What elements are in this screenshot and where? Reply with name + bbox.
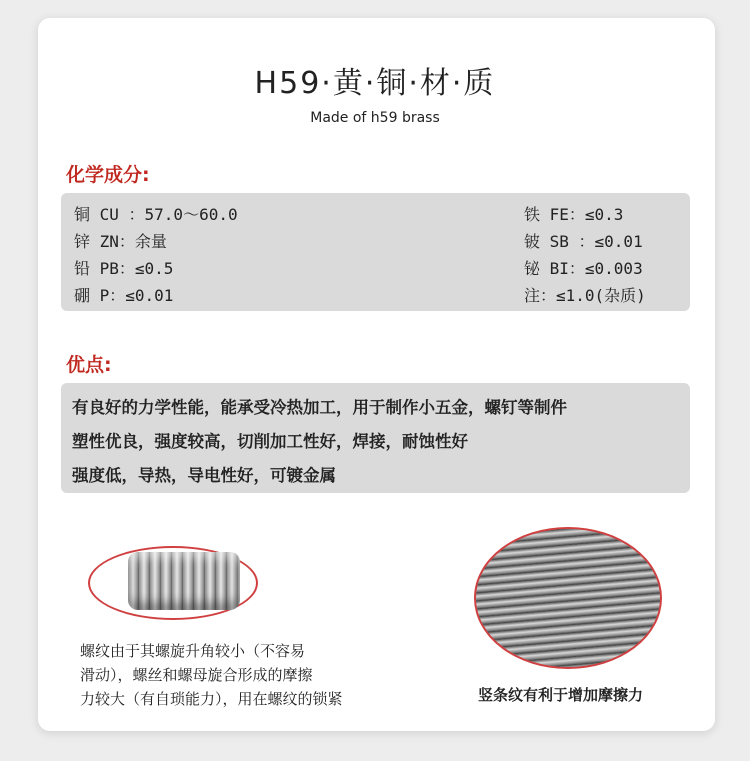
advantage-line: 有良好的力学性能，能承受冷热加工，用于制作小五金，螺钉等制件 [72,398,567,417]
page-title: H59·黄·铜·材·质 [254,66,496,101]
knurl-photo-frame [474,527,662,669]
knurled-surface-image [476,529,660,667]
composition-item: 注：≤1.0(杂质) [524,286,646,305]
composition-item: 铋 BI：≤0.003 [524,259,643,278]
page-subtitle: Made of h59 brass [310,110,440,126]
composition-item: 锌 ZN：余量 [74,232,167,251]
knurl-caption: 竖条纹有利于增加摩擦力 [478,686,644,704]
composition-heading: 化学成分: [66,164,150,186]
threaded-screw-image [128,552,240,610]
thread-caption-line: 滑动），螺丝和螺母旋合形成的摩擦 [80,666,313,684]
composition-item: 铅 PB：≤0.5 [74,259,174,278]
composition-item: 铁 FE：≤0.3 [524,205,624,224]
advantages-heading: 优点: [66,354,112,376]
composition-item: 硼 P：≤0.01 [74,286,174,305]
advantage-line: 强度低，导热，导电性好，可镀金属 [72,466,336,485]
thread-caption-line: 螺纹由于其螺旋升角较小（不容易 [80,642,306,660]
advantage-line: 塑性优良，强度较高，切削加工性好，焊接，耐蚀性好 [72,432,468,451]
composition-item: 铍 SB ：≤0.01 [524,232,643,251]
composition-item: 铜 CU ：57.0～60.0 [74,205,238,224]
thread-caption-line: 力较大（有自琐能力），用在螺纹的锁紧 [80,690,343,708]
